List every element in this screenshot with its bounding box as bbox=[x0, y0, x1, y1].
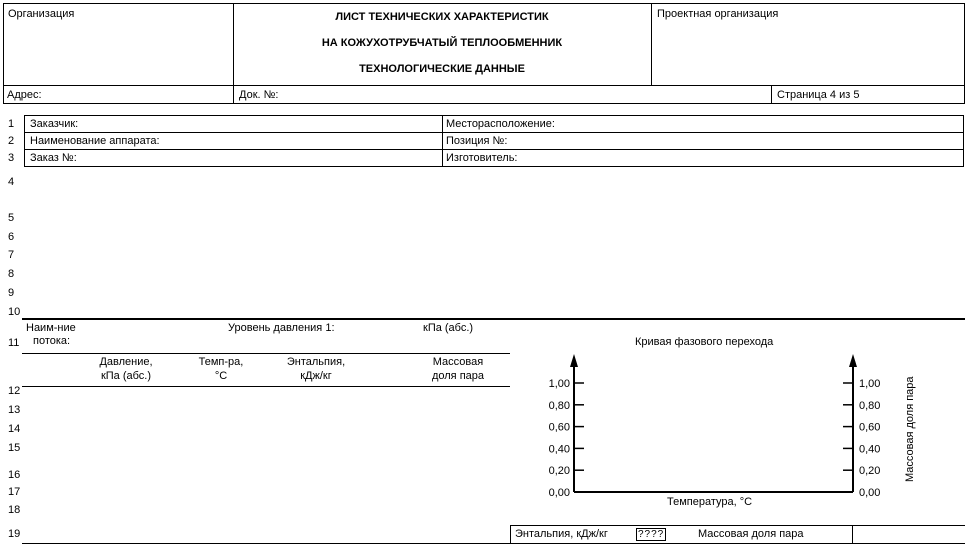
row-number: 8 bbox=[8, 268, 15, 280]
address-divider-1 bbox=[233, 85, 234, 104]
doc-number-label: Док. №: bbox=[239, 89, 279, 101]
legend-symbol-text: ???? bbox=[638, 529, 665, 540]
row-number: 4 bbox=[8, 176, 15, 188]
order-no-label: Заказ №: bbox=[30, 152, 77, 164]
row-number: 6 bbox=[8, 231, 15, 243]
pressure-level-label: Уровень давления 1: bbox=[228, 322, 335, 334]
row-number: 1 bbox=[8, 118, 15, 130]
row-number: 12 bbox=[8, 385, 21, 397]
design-org-label: Проектная организация bbox=[657, 8, 779, 20]
row-number: 15 bbox=[8, 442, 21, 454]
row-number: 3 bbox=[8, 152, 15, 164]
row-number: 11 bbox=[8, 337, 20, 349]
org-label: Организация bbox=[8, 8, 75, 20]
table-header-top-line bbox=[22, 353, 510, 354]
right-tick-label: 0,40 bbox=[859, 443, 881, 456]
page-indicator: Страница 4 из 5 bbox=[777, 89, 860, 101]
left-tick-label: 0,00 bbox=[548, 487, 570, 499]
left-tick-label: 0,20 bbox=[548, 465, 570, 478]
row-number: 9 bbox=[8, 287, 15, 299]
legend-symbol bbox=[636, 528, 666, 541]
apparatus-name-label: Наименование аппарата: bbox=[30, 135, 160, 147]
chart-axes bbox=[570, 354, 857, 492]
doc-title-line1: ЛИСТ ТЕХНИЧЕСКИХ ХАРАКТЕРИСТИК bbox=[335, 11, 549, 23]
row-number: 13 bbox=[8, 404, 21, 416]
row-number: 17 bbox=[8, 486, 21, 498]
manufacturer-label: Изготовитель: bbox=[446, 152, 518, 164]
left-tick-label: 0,40 bbox=[548, 443, 570, 456]
info-divider bbox=[442, 115, 443, 167]
address-label: Адрес: bbox=[7, 89, 42, 101]
right-tick-label: 0,60 bbox=[859, 421, 881, 434]
doc-title-line3: ТЕХНОЛОГИЧЕСКИЕ ДАННЫЕ bbox=[359, 63, 525, 75]
col-vapor-header-2: доля пара bbox=[431, 370, 485, 382]
position-no-label: Позиция №: bbox=[446, 135, 508, 147]
chart-right-axis-label: Массовая доля пара bbox=[904, 376, 916, 482]
col-enthalpy-header-2: кДж/кг bbox=[300, 370, 332, 382]
row-number: 18 bbox=[8, 504, 21, 516]
left-tick-label: 0,60 bbox=[548, 421, 570, 434]
location-label: Месторасположение: bbox=[446, 118, 555, 130]
col-enthalpy-header-1: Энтальпия, bbox=[286, 356, 346, 368]
row-number: 19 bbox=[8, 528, 21, 540]
footer-bottom-line bbox=[22, 543, 965, 544]
left-tick-label: 0,80 bbox=[548, 399, 570, 412]
pressure-unit-label: кПа (абс.) bbox=[423, 322, 474, 334]
tick-layer bbox=[549, 378, 881, 499]
section-divider-top bbox=[22, 318, 965, 320]
vapor-fraction-legend-label: Массовая доля пара bbox=[698, 528, 804, 540]
stream-name-label-2: потока: bbox=[33, 335, 71, 347]
right-axis-arrow bbox=[849, 354, 857, 367]
footer-top-line-right bbox=[853, 525, 965, 526]
address-divider-2 bbox=[771, 85, 772, 104]
col-pressure-header-1: Давление, bbox=[99, 356, 153, 368]
col-vapor-header-1: Массовая bbox=[432, 356, 484, 368]
stream-name-label-1: Наим-ние bbox=[26, 322, 76, 334]
left-axis-arrow bbox=[570, 354, 578, 367]
row-number: 16 bbox=[8, 469, 21, 481]
customer-label: Заказчик: bbox=[30, 118, 79, 130]
header-address-line bbox=[3, 85, 965, 86]
right-tick-label: 0,80 bbox=[859, 399, 881, 412]
enthalpy-legend-label: Энтальпия, кДж/кг bbox=[515, 528, 608, 540]
left-tick-label: 1,00 bbox=[548, 378, 570, 390]
col-pressure-header-2: кПа (абс.) bbox=[100, 370, 152, 382]
row-number: 14 bbox=[8, 423, 21, 435]
col-temp-header-2: °С bbox=[214, 370, 228, 382]
chart-x-axis-label: Температура, °С bbox=[667, 496, 753, 508]
info-row-line-2 bbox=[24, 149, 964, 150]
row-number: 7 bbox=[8, 249, 15, 261]
right-tick-label: 0,00 bbox=[859, 487, 881, 499]
doc-title-line2: НА КОЖУХОТРУБЧАТЫЙ ТЕПЛООБМЕННИК bbox=[321, 37, 563, 49]
row-number: 10 bbox=[8, 306, 21, 318]
chart-title: Кривая фазового перехода bbox=[635, 336, 774, 348]
right-tick-label: 1,00 bbox=[859, 378, 881, 390]
info-row-line-1 bbox=[24, 132, 964, 133]
row-number: 2 bbox=[8, 135, 15, 147]
row-number: 5 bbox=[8, 212, 15, 224]
header-divider-right bbox=[651, 3, 652, 85]
table-header-bottom-line bbox=[22, 386, 510, 387]
col-temp-header-1: Темп-ра, bbox=[198, 356, 244, 368]
right-tick-label: 0,20 bbox=[859, 465, 881, 478]
